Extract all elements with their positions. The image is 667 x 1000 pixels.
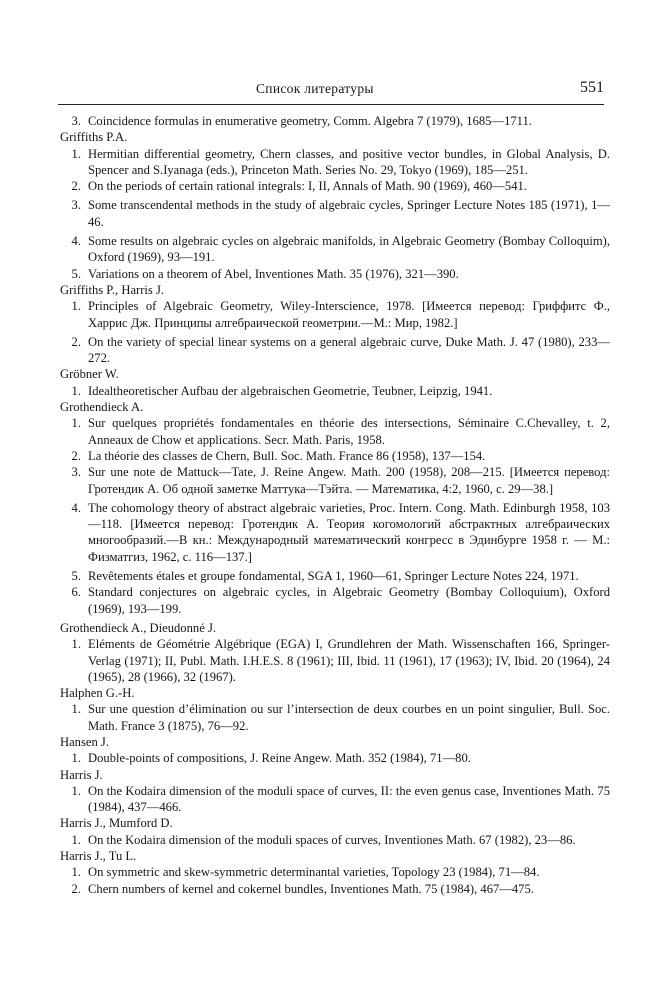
bib-entry-number: 4.: [71, 500, 81, 515]
bib-entry-number: 4.: [71, 234, 81, 249]
bib-entry-number: 2.: [71, 881, 81, 896]
bib-entry-number: 1.: [71, 865, 81, 880]
bib-entry-text: Sur une note de Mattuck—Tate, J. Reine Angew. Math. 200 (1958), 208—215. [Имеется перевод: Гротендик А. Об одной заметке Маттука—Тэйта. — Математика, 4:2, 1960, с. 29—38.]: [88, 465, 610, 496]
bib-entry-text: Hermitian differential geometry, Chern classes, and positive vector bundles, in Global Analysis, D. Spencer and S.Iyanaga (eds.), Princeton Math. Series No. 29, Tokyo (1969), 185—251.: [88, 146, 610, 177]
bib-author: Griffiths P.A.: [60, 130, 128, 145]
bib-entry-text: Sur quelques propriétés fondamentales en théorie des intersections, Séminaire C.Chevalley, t. 2, Anneaux de Chow et applications. Secr. Math. Paris, 1958.: [88, 416, 610, 447]
bib-entry-text: The cohomology theory of abstract algebraic varieties, Proc. Intern. Cong. Math. Edinburgh 1958, 103—118. [Имеется перевод: Гротендик А. Теория когомологий абстрактных алгебраических многообразий.—В кн.: Международный математический конгресс в Эдинбурге 1958 г. — М.: Физматгиз, 1962, с. 116—137.]: [88, 500, 610, 564]
bib-entry: [58, 881, 610, 897]
bib-entry: [58, 568, 610, 584]
bib-entry-number: 1.: [71, 751, 81, 766]
bib-entry-number: 3.: [71, 198, 81, 213]
bib-entry: [58, 864, 610, 880]
bib-entry-text: On symmetric and skew-symmetric determinantal varieties, Topology 23 (1984), 71—84.: [88, 865, 540, 880]
bib-entry-text: On the Kodaira dimension of the moduli spaces of curves, Inventiones Math. 67 (1982), 23—86.: [88, 832, 576, 847]
bib-entry: [58, 584, 610, 617]
bib-entry: [58, 783, 610, 816]
bib-entry: [58, 298, 610, 331]
bib-entry-number: 3.: [71, 465, 81, 480]
bib-entry: [58, 750, 610, 766]
bib-author: Grothendieck A.: [60, 400, 144, 415]
bib-entry: [58, 383, 610, 399]
bib-entry-number: 1.: [71, 146, 81, 161]
page-number: 551: [580, 79, 604, 96]
bib-author: Hansen J.: [60, 734, 109, 749]
bib-author: Harris J., Mumford D.: [60, 816, 173, 831]
running-head: [58, 80, 604, 102]
bib-entry-text: On the Kodaira dimension of the moduli space of curves, II: the even genus case, Inventiones Math. 75 (1984), 437—466.: [88, 783, 610, 815]
bib-entry: [58, 500, 610, 565]
bib-entry-number: 1.: [71, 702, 81, 717]
bib-entry-text: Some results on algebraic cycles on algebraic manifolds, in Algebraic Geometry (Bombay Colloquim), Oxford (1969), 93—191.: [88, 234, 610, 265]
bibliography-list: [58, 113, 610, 897]
bib-entry-text: Idealtheoretischer Aufbau der algebraischen Geometrie, Teubner, Leipzig, 1941.: [88, 383, 493, 398]
bib-entry: [58, 233, 610, 266]
bib-entry-text: Principles of Algebraic Geometry, Wiley-Interscience, 1978. [Имеется перевод: Гриффитс Ф., Харрис Дж. Принципы алгебраической геометрии.—М.: Мир, 1982.]: [88, 299, 610, 330]
bib-entry: [58, 415, 610, 448]
bib-author: Gröbner W.: [60, 367, 119, 382]
bib-entry-number: 3.: [71, 114, 81, 128]
bib-entry-text: On the variety of special linear systems on a general algebraic curve, Duke Math. J. 47 (1980), 233—272.: [88, 334, 610, 366]
bib-entry-number: 1.: [71, 783, 81, 798]
bib-entry: [58, 197, 610, 230]
bib-author: Halphen G.-H.: [60, 686, 135, 701]
bib-entry-text: On the periods of certain rational integrals: I, II, Annals of Math. 90 (1969), 460—541.: [88, 179, 527, 194]
bib-entry-text: Sur une question d’élimination ou sur l’intersection de deux courbes en un point singulier, Bull. Soc. Math. France 3 (1875), 76—92.: [88, 702, 610, 733]
bib-entry-text: Standard conjectures on algebraic cycles, in Algebraic Geometry (Bombay Colloquium), Oxford (1969), 193—199.: [88, 585, 610, 616]
bib-entry: [58, 113, 610, 129]
bib-entry: [58, 334, 610, 367]
header-rule: [58, 104, 604, 105]
bib-entry-text: Revêtements étales et groupe fondamental, SGA 1, 1960—61, Springer Lecture Notes 224, 1971.: [88, 569, 579, 584]
bib-entry: [58, 701, 610, 734]
bib-entry-text: Coincidence formulas in enumerative geometry, Comm. Algebra 7 (1979), 1685—1711.: [88, 114, 532, 128]
bib-entry-text: La théorie des classes de Chern, Bull. Soc. Math. France 86 (1958), 137—154.: [88, 448, 486, 463]
bib-entry-text: Chern numbers of kernel and cokernel bundles, Inventiones Math. 75 (1984), 467—475.: [88, 881, 534, 896]
bib-entry-number: 1.: [71, 832, 81, 847]
bib-entry: [58, 448, 610, 464]
bib-entry-number: 6.: [71, 585, 81, 600]
bib-entry-number: 2.: [71, 179, 81, 194]
bib-entry: [58, 266, 610, 282]
bib-author: Harris J.: [60, 767, 103, 782]
bib-entry: [58, 146, 610, 179]
bib-entry: [58, 636, 610, 685]
bib-entry-number: 1.: [71, 383, 81, 398]
bib-author: Grothendieck A., Dieudonné J.: [60, 620, 216, 635]
bib-entry-text: Double-points of compositions, J. Reine Angew. Math. 352 (1984), 71—80.: [88, 751, 471, 766]
bib-entry: [58, 178, 610, 194]
bib-entry-number: 5.: [71, 569, 81, 584]
bib-entry-number: 5.: [71, 266, 81, 281]
bib-entry-text: Variations on a theorem of Abel, Inventiones Math. 35 (1976), 321—390.: [88, 266, 459, 281]
bib-entry-number: 1.: [71, 299, 81, 314]
bib-author: Harris J., Tu L.: [60, 849, 137, 864]
bib-entry-number: 2.: [71, 448, 81, 463]
running-title: Список литературы: [256, 81, 374, 96]
bib-entry-text: Some transcendental methods in the study of algebraic cycles, Springer Lecture Notes 185 (1971), 1—46.: [88, 198, 610, 229]
bib-entry-number: 1.: [71, 416, 81, 431]
bib-entry-number: 2.: [71, 334, 81, 349]
bib-author: Griffiths P., Harris J.: [60, 282, 165, 297]
bib-entry: [58, 464, 610, 497]
bib-entry: [58, 832, 610, 848]
bib-entry-text: Eléments de Géométrie Algébrique (EGA) I, Grundlehren der Math. Wissenschaften 166, Springer-Verlag (1971); II, Publ. Math. I.H.E.S. 8 (1961); III, Ibid. 11 (1961), 17 (1963); IV, Ibid. 20 (1964), 24 (1965), 28 (1966), 32 (1967).: [88, 637, 610, 684]
bib-entry-number: 1.: [71, 637, 81, 652]
